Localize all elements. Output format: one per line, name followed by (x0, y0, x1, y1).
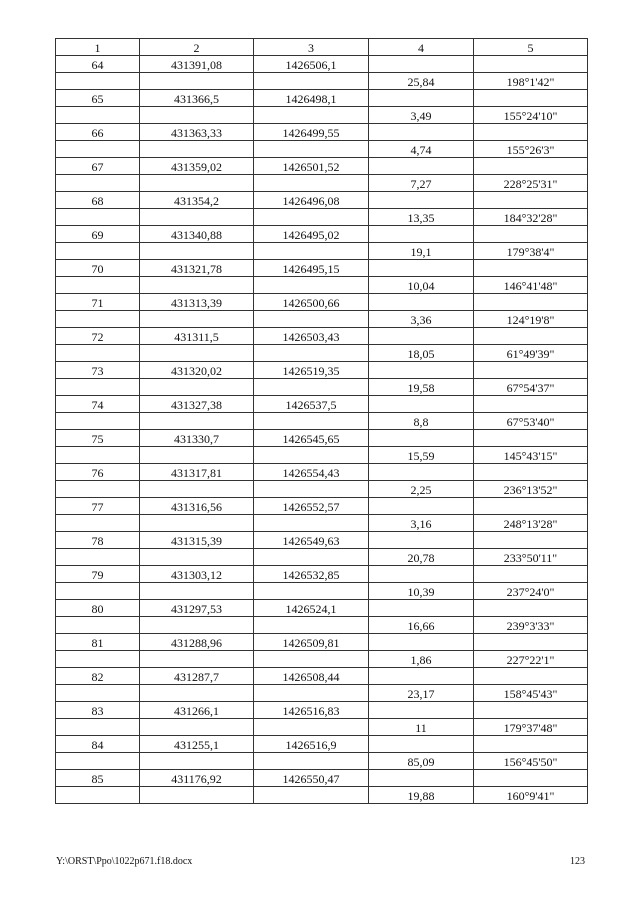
table-cell (140, 719, 254, 736)
table-cell: 179°38'4" (474, 243, 588, 260)
table-cell (254, 141, 369, 158)
table-cell: 1426508,44 (254, 668, 369, 685)
table-cell: 65 (56, 90, 140, 107)
table-cell (254, 753, 369, 770)
table-cell (56, 141, 140, 158)
table-cell: 1426503,43 (254, 328, 369, 345)
table-row (56, 158, 588, 175)
table-cell (56, 277, 140, 294)
table-cell: 73 (56, 362, 140, 379)
table-cell: 83 (56, 702, 140, 719)
table-cell: 160°9'41" (474, 787, 588, 804)
table-cell: 158°45'43" (474, 685, 588, 702)
table-cell (56, 719, 140, 736)
table-cell (56, 651, 140, 668)
table-cell: 236°13'52" (474, 481, 588, 498)
table-row (56, 753, 588, 770)
table-cell (254, 277, 369, 294)
table-cell: 431288,96 (140, 634, 254, 651)
header-row (56, 39, 588, 56)
table-body (56, 56, 588, 804)
table-row (56, 345, 588, 362)
footer-file-path: Y:\ORST\Ppo\1022p671.f18.docx (56, 856, 193, 867)
table-cell (369, 634, 474, 651)
table-cell: 81 (56, 634, 140, 651)
table-cell (474, 124, 588, 141)
table-cell (254, 549, 369, 566)
table-row (56, 685, 588, 702)
table-cell: 431391,08 (140, 56, 254, 73)
table-row (56, 192, 588, 209)
table-cell (56, 549, 140, 566)
table-cell (140, 243, 254, 260)
table-cell: 1426550,47 (254, 770, 369, 787)
table-cell (254, 481, 369, 498)
table-cell: 76 (56, 464, 140, 481)
table-cell: 8,8 (369, 413, 474, 430)
table-cell: 69 (56, 226, 140, 243)
table-cell: 1426519,35 (254, 362, 369, 379)
table-cell: 431176,92 (140, 770, 254, 787)
table-cell: 61°49'39" (474, 345, 588, 362)
table-cell (474, 498, 588, 515)
table-cell: 67 (56, 158, 140, 175)
table-row (56, 243, 588, 260)
table-row (56, 651, 588, 668)
table-cell: 1426500,66 (254, 294, 369, 311)
table-row (56, 107, 588, 124)
table-row (56, 464, 588, 481)
table-cell (140, 481, 254, 498)
table-row (56, 583, 588, 600)
header-cell: 1 (56, 39, 140, 56)
table-cell (369, 668, 474, 685)
table-cell (140, 515, 254, 532)
table-cell: 431297,53 (140, 600, 254, 617)
table-cell (369, 532, 474, 549)
table-row (56, 141, 588, 158)
table-cell (56, 685, 140, 702)
table-cell (254, 617, 369, 634)
table-cell (140, 651, 254, 668)
table-row (56, 787, 588, 804)
table-cell: 18,05 (369, 345, 474, 362)
table-row (56, 396, 588, 413)
table-cell: 1426524,1 (254, 600, 369, 617)
table-cell (254, 413, 369, 430)
table-cell: 1426532,85 (254, 566, 369, 583)
table-cell: 1426495,15 (254, 260, 369, 277)
table-cell: 431354,2 (140, 192, 254, 209)
table-row (56, 328, 588, 345)
table-row (56, 260, 588, 277)
table-cell (140, 549, 254, 566)
table-cell (474, 532, 588, 549)
table-cell (140, 447, 254, 464)
table-cell (369, 770, 474, 787)
table-cell (140, 413, 254, 430)
table-cell (474, 634, 588, 651)
table-cell: 2,25 (369, 481, 474, 498)
table-cell: 78 (56, 532, 140, 549)
table-cell (369, 294, 474, 311)
table-cell: 1426509,81 (254, 634, 369, 651)
table-cell: 68 (56, 192, 140, 209)
table-row (56, 515, 588, 532)
table-cell (369, 396, 474, 413)
table-cell: 431266,1 (140, 702, 254, 719)
table-cell: 155°24'10" (474, 107, 588, 124)
table-cell: 82 (56, 668, 140, 685)
table-cell (254, 209, 369, 226)
table-cell (140, 787, 254, 804)
table-cell: 74 (56, 396, 140, 413)
table-cell: 85 (56, 770, 140, 787)
header-cell: 4 (369, 39, 474, 56)
table-cell (56, 345, 140, 362)
table-cell (474, 464, 588, 481)
table-cell: 1426516,83 (254, 702, 369, 719)
table-cell (254, 311, 369, 328)
header-cell: 5 (474, 39, 588, 56)
table-cell: 237°24'0" (474, 583, 588, 600)
table-cell (254, 583, 369, 600)
table-cell (474, 294, 588, 311)
table-cell: 145°43'15" (474, 447, 588, 464)
table-row (56, 430, 588, 447)
table-cell (254, 719, 369, 736)
table-cell (56, 515, 140, 532)
table-cell: 4,74 (369, 141, 474, 158)
table-cell: 77 (56, 498, 140, 515)
coordinates-table (55, 38, 588, 804)
table-cell (474, 226, 588, 243)
table-cell (140, 209, 254, 226)
table-cell (140, 685, 254, 702)
table-cell (474, 396, 588, 413)
table-cell: 431330,7 (140, 430, 254, 447)
table-cell: 3,49 (369, 107, 474, 124)
table-row (56, 362, 588, 379)
table-cell: 79 (56, 566, 140, 583)
table-cell: 1426496,08 (254, 192, 369, 209)
table-cell (474, 260, 588, 277)
table-cell: 25,84 (369, 73, 474, 90)
table-cell: 13,35 (369, 209, 474, 226)
table-cell (56, 787, 140, 804)
table-cell (56, 413, 140, 430)
table-cell (140, 583, 254, 600)
table-cell (56, 209, 140, 226)
table-cell (369, 226, 474, 243)
table-row (56, 549, 588, 566)
table-cell: 156°45'50" (474, 753, 588, 770)
table-cell (140, 345, 254, 362)
table-cell (254, 685, 369, 702)
table-cell: 80 (56, 600, 140, 617)
table-cell: 64 (56, 56, 140, 73)
table-cell (474, 566, 588, 583)
table-cell: 179°37'48" (474, 719, 588, 736)
table-cell (254, 651, 369, 668)
table-row (56, 702, 588, 719)
table-cell (140, 73, 254, 90)
table-cell: 248°13'28" (474, 515, 588, 532)
table-cell: 431316,56 (140, 498, 254, 515)
table-cell: 1426516,9 (254, 736, 369, 753)
table-cell: 239°3'33" (474, 617, 588, 634)
table-row (56, 617, 588, 634)
table-cell (369, 192, 474, 209)
table-cell: 84 (56, 736, 140, 753)
table-cell: 198°1'42" (474, 73, 588, 90)
table-cell (369, 260, 474, 277)
table-row (56, 736, 588, 753)
table-cell (140, 175, 254, 192)
table-cell (56, 175, 140, 192)
table-cell: 1426549,63 (254, 532, 369, 549)
table-cell (140, 617, 254, 634)
table-row (56, 413, 588, 430)
table-cell (369, 362, 474, 379)
table-cell: 431327,38 (140, 396, 254, 413)
table-cell (369, 430, 474, 447)
table-row (56, 124, 588, 141)
table-cell: 67°54'37" (474, 379, 588, 396)
table-cell: 71 (56, 294, 140, 311)
table-row (56, 634, 588, 651)
table-cell: 155°26'3" (474, 141, 588, 158)
table-cell: 1426495,02 (254, 226, 369, 243)
table-cell: 431303,12 (140, 566, 254, 583)
table-cell: 1,86 (369, 651, 474, 668)
table-row (56, 209, 588, 226)
table-cell (369, 702, 474, 719)
table-cell (56, 243, 140, 260)
table-cell (369, 124, 474, 141)
table-cell: 16,66 (369, 617, 474, 634)
table-row (56, 56, 588, 73)
table-row (56, 90, 588, 107)
table-cell: 10,04 (369, 277, 474, 294)
table-cell: 70 (56, 260, 140, 277)
header-cell: 2 (140, 39, 254, 56)
table-cell (56, 447, 140, 464)
table-cell (254, 73, 369, 90)
table-row (56, 73, 588, 90)
table-cell: 19,88 (369, 787, 474, 804)
table-cell (56, 753, 140, 770)
table-row (56, 277, 588, 294)
table-cell: 431315,39 (140, 532, 254, 549)
table-row (56, 566, 588, 583)
table-cell (369, 90, 474, 107)
table-cell: 124°19'8" (474, 311, 588, 328)
table-row (56, 226, 588, 243)
table-cell (474, 736, 588, 753)
table-cell: 431313,39 (140, 294, 254, 311)
table-cell: 227°22'1" (474, 651, 588, 668)
table-cell: 1426498,1 (254, 90, 369, 107)
table-cell (140, 379, 254, 396)
table-cell (369, 498, 474, 515)
table-cell (254, 379, 369, 396)
table-cell (254, 787, 369, 804)
table-cell (474, 668, 588, 685)
table-cell (254, 243, 369, 260)
table-cell: 431359,02 (140, 158, 254, 175)
table-cell: 431366,5 (140, 90, 254, 107)
table-cell: 19,58 (369, 379, 474, 396)
table-row (56, 379, 588, 396)
table-cell (56, 583, 140, 600)
table-row (56, 498, 588, 515)
table-cell (140, 311, 254, 328)
table-cell (474, 90, 588, 107)
table-cell: 1426537,5 (254, 396, 369, 413)
table-cell: 431317,81 (140, 464, 254, 481)
table-cell (474, 192, 588, 209)
table-cell: 10,39 (369, 583, 474, 600)
table-cell: 431287,7 (140, 668, 254, 685)
page-number: 123 (570, 856, 585, 867)
table-cell (474, 430, 588, 447)
table-cell: 228°25'31" (474, 175, 588, 192)
table-cell (369, 158, 474, 175)
table-cell: 3,36 (369, 311, 474, 328)
table-cell (140, 277, 254, 294)
table-cell (254, 447, 369, 464)
table-cell: 7,27 (369, 175, 474, 192)
table-row (56, 600, 588, 617)
table-cell: 431363,33 (140, 124, 254, 141)
table-cell: 19,1 (369, 243, 474, 260)
table-cell (140, 753, 254, 770)
table-cell (140, 107, 254, 124)
table-cell: 431321,78 (140, 260, 254, 277)
table-cell (474, 158, 588, 175)
table-cell (56, 379, 140, 396)
table-cell (56, 311, 140, 328)
table-cell (56, 617, 140, 634)
table-cell (369, 464, 474, 481)
table-cell: 431311,5 (140, 328, 254, 345)
table-cell (254, 345, 369, 362)
table-cell: 1426499,55 (254, 124, 369, 141)
table-row (56, 447, 588, 464)
table-cell: 3,16 (369, 515, 474, 532)
table-cell: 431340,88 (140, 226, 254, 243)
table-cell (369, 328, 474, 345)
table-cell (369, 736, 474, 753)
table-cell: 23,17 (369, 685, 474, 702)
table-cell: 1426545,65 (254, 430, 369, 447)
table-cell: 431255,1 (140, 736, 254, 753)
table-cell: 75 (56, 430, 140, 447)
table-row (56, 175, 588, 192)
table-cell (474, 702, 588, 719)
table-cell (474, 362, 588, 379)
table-cell: 184°32'28" (474, 209, 588, 226)
table-cell: 146°41'48" (474, 277, 588, 294)
table-cell: 1426506,1 (254, 56, 369, 73)
table-cell (254, 175, 369, 192)
table-cell (369, 566, 474, 583)
table-cell: 67°53'40" (474, 413, 588, 430)
table-cell (474, 328, 588, 345)
table-cell: 66 (56, 124, 140, 141)
table-cell: 11 (369, 719, 474, 736)
table-cell (369, 56, 474, 73)
table-cell: 20,78 (369, 549, 474, 566)
table-row (56, 668, 588, 685)
table-cell: 1426501,52 (254, 158, 369, 175)
table-row (56, 481, 588, 498)
table-cell (254, 107, 369, 124)
table-cell (369, 600, 474, 617)
table-cell (140, 141, 254, 158)
table-cell: 15,59 (369, 447, 474, 464)
header-cell: 3 (254, 39, 369, 56)
table-cell (254, 515, 369, 532)
table-cell (474, 600, 588, 617)
table-cell (474, 770, 588, 787)
table-row (56, 770, 588, 787)
table-cell: 233°50'11" (474, 549, 588, 566)
table-cell (56, 481, 140, 498)
table-row (56, 532, 588, 549)
table-cell: 72 (56, 328, 140, 345)
table-cell (474, 56, 588, 73)
table-cell: 431320,02 (140, 362, 254, 379)
table-row (56, 311, 588, 328)
table-cell (56, 73, 140, 90)
table-cell: 1426552,57 (254, 498, 369, 515)
table-cell: 1426554,43 (254, 464, 369, 481)
table-row (56, 719, 588, 736)
table-cell (56, 107, 140, 124)
table-cell: 85,09 (369, 753, 474, 770)
table-row (56, 294, 588, 311)
